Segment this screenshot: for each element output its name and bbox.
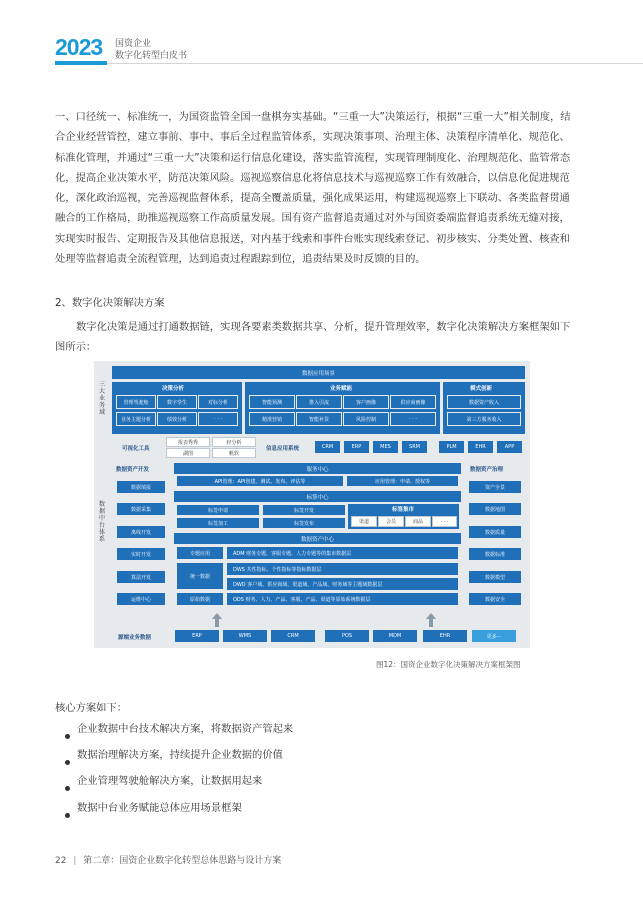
tag-center-header: 标签中心 [174, 491, 461, 502]
source-item: WMS [222, 629, 268, 643]
tag-item: 标签加工 [176, 517, 260, 529]
solution-framework-figure [94, 361, 530, 648]
source-item: ERP [174, 629, 220, 643]
asset-layer-row: DWS 共性指标、个性指标等指标数据层 [226, 562, 459, 576]
up-arrow-icon [212, 613, 222, 627]
paragraph-digital-decision: 数字化决策是通过打通数据链，实现各要素类数据共享、分析，提升管理效率，数字化决策解决方案框架如下图所示： [55, 321, 571, 354]
page-number: 22 [55, 856, 67, 866]
header-year: 2023 [55, 34, 103, 60]
business-empower-title: 业务赋能 [330, 386, 353, 392]
asset-dev-item: 离线开发 [116, 525, 166, 539]
asset-gov-item: 资产全景 [468, 480, 522, 494]
tag-item: 标签发布 [262, 517, 346, 529]
tag-market-item: · · · [432, 516, 457, 527]
service-center-header: 服务中心 [174, 463, 461, 474]
asset-gov-item: 数据质量 [468, 525, 522, 539]
viz-item: 湖图 [166, 448, 210, 458]
service-item: API管理：API创建、测试、发布、评估等 [176, 475, 344, 487]
decision-item: 对标分析 [198, 395, 238, 409]
mode-item: 第三方服务收入 [447, 412, 521, 426]
asset-dev-item: 数据填报 [116, 480, 166, 494]
source-item: POS [324, 629, 370, 643]
core-solutions-title: 核心方案如下： [55, 702, 128, 714]
biz-item: 推入引流 [296, 395, 342, 409]
bullet-dot-icon [65, 734, 70, 739]
side-label-datacenter: 数据中台体系 [98, 501, 105, 543]
info-system-item: EHR [467, 440, 494, 454]
tag-market-item: 会员 [378, 516, 404, 527]
asset-layer-row: DWD 客户域、供应商域、渠道域、产品域、财务域等主题域数据层 [226, 577, 459, 591]
biz-item: 风险控制 [343, 412, 389, 426]
asset-layer-row: ADM 财务专题、客服专题、人力专题等的集市数据层 [226, 546, 459, 560]
asset-dev-title: 数据资产开发 [116, 467, 150, 473]
biz-item: 客户画像 [343, 395, 389, 409]
page-footer [55, 853, 281, 866]
page-header [55, 30, 643, 70]
asset-dev-item: 数据采集 [116, 502, 166, 516]
asset-dev-item: 运维中心 [116, 592, 166, 606]
source-item: 更多··· [471, 629, 517, 643]
source-item: MDM [372, 629, 418, 643]
viz-item: 报表秀秀 [166, 437, 210, 447]
tag-market-item: 商品 [405, 516, 431, 527]
tag-market-title: 标签集市 [392, 507, 415, 513]
biz-item: 精准营销 [249, 412, 295, 426]
side-label-business: 三大业务域 [98, 381, 105, 416]
asset-gov-item: 数据安全 [468, 592, 522, 606]
info-system-item: PLM [438, 440, 465, 454]
list-item: 数据中台业务赋能总体应用场景框架 [65, 799, 242, 818]
footer-chapter: 第二章：国资企业数字化转型总体思路与设计方案 [83, 856, 282, 866]
section-heading: 2、数字化决策解决方案 [55, 297, 165, 309]
asset-gov-item: 数据标准 [468, 547, 522, 561]
figure-caption: 图12：国资企业数字化决策解决方案框架图 [376, 660, 521, 669]
asset-left-item: 专题应用 [176, 546, 224, 560]
asset-layer-row: ODS 财务、人力、产品、客服、产品、渠道等原始系统数据层 [226, 592, 459, 606]
info-system-item: ERP [343, 440, 370, 454]
asset-left-item: 统一数据 [176, 562, 224, 590]
asset-gov-item: 数据模型 [468, 570, 522, 584]
decision-item: 绩效分析 [157, 412, 197, 426]
decision-item: · · · [198, 412, 238, 426]
asset-dev-item: 实时开发 [116, 547, 166, 561]
footer-separator: | [73, 856, 77, 866]
source-item: CRM [270, 629, 316, 643]
viz-tools-label: 可视化工具 [122, 446, 150, 452]
list-item: 企业管理驾驶舱解决方案，让数据用起来 [65, 772, 262, 791]
biz-item: 智能补货 [296, 412, 342, 426]
bullet-dot-icon [65, 813, 70, 818]
header-title-line2: 数字化转型白皮书 [115, 51, 188, 61]
list-item: 企业数据中台技术解决方案，将数据资产管起来 [65, 720, 293, 739]
source-item: EHR [422, 629, 468, 643]
asset-center-header: 数据资产中心 [174, 533, 461, 544]
tag-item: 标签申请 [176, 504, 260, 516]
list-item: 数据治理解决方案，持续提升企业数据的价值 [65, 746, 283, 765]
info-system-item: CRM [314, 440, 341, 454]
header-divider [107, 63, 643, 64]
mode-item: 数据资产收入 [447, 395, 521, 409]
bullet-dot-icon [65, 760, 70, 765]
header-title-line1: 国资企业 [115, 39, 152, 49]
decision-item: 管理驾驶舱 [116, 395, 156, 409]
info-system-item: APP [496, 440, 523, 454]
info-system-item: MES [372, 440, 399, 454]
tag-market-item: 渠道 [351, 516, 377, 527]
info-systems-label: 信息应用系统 [266, 446, 300, 452]
viz-item: 轻分析 [212, 437, 256, 447]
decision-analysis-title: 决策分析 [162, 386, 185, 392]
biz-item: 供应商画像 [390, 395, 436, 409]
up-arrow-icon [426, 613, 436, 627]
asset-left-item: 原始数据 [176, 592, 224, 606]
bullet-dot-icon [65, 786, 70, 791]
decision-item: 数字孪生 [157, 395, 197, 409]
asset-gov-title: 数据资产治理 [470, 467, 504, 473]
service-item: 应用管理：申请、授权等 [346, 475, 459, 487]
paragraph-supervision: 一、口径统一、标准统一，为国资监管全国一盘棋夯实基础。“三重一大”决策运行，根据“三重一大”相关制度，结合企业经营管控，建立事前、事中、事后全过程监管体系，实现决策事项、治理主体、决策程序清单化、规范化、标准化管理，并通过“三重一大”决策和运行信息化建设，落实监管流程，实现管理制度化、治理规范化、监管常态化，提高企业决策水平，防范决策风险。巡视巡察信息化将信息技术与巡视巡察工作有效融合，以信息化促进规范化，深化政治巡视，完善巡视监督体系，提高全覆盖质量，强化成果运用，构建巡视巡察上下联动、各类监督贯通融合的工作格局，助推巡视巡察工作高质量发展。国有资产监督追责通过对外与国资委端监督追责系统无缝对接，实现实时报告、定期报告及其他信息报送，对内基于线索和事件台账实现线索登记、初步核实、分类处置、核查和处理等监督追责全流程管理，达到追责过程跟踪到位，追责结果及时反馈的目的。 [55, 111, 571, 266]
info-system-item: SRM [401, 440, 428, 454]
biz-item: · · · [390, 412, 436, 426]
tag-item: 标签开发 [262, 504, 346, 516]
mode-innovation-title: 模式创新 [470, 386, 493, 392]
header-accent-bar [55, 61, 107, 65]
asset-gov-item: 数据地图 [468, 502, 522, 516]
decision-item: 业务主题分析 [116, 412, 156, 426]
biz-item: 智能预测 [249, 395, 295, 409]
viz-item: 帆软 [212, 448, 256, 458]
asset-dev-item: 算法开发 [116, 570, 166, 584]
app-scene-header: 数据应用场景 [112, 366, 525, 379]
source-data-label: 源端业务数据 [118, 635, 152, 641]
